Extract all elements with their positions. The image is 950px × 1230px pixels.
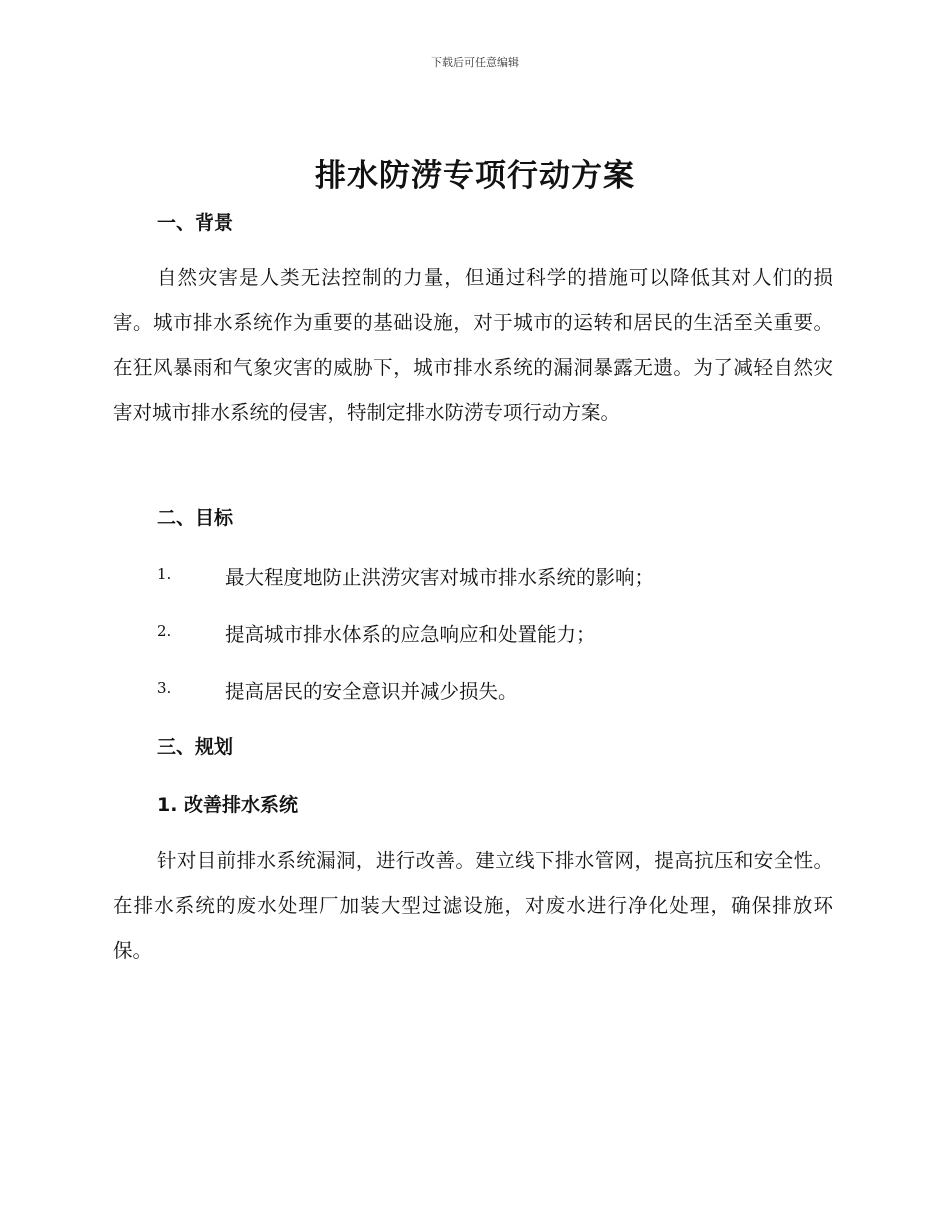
list-text: 提高城市排水体系的应急响应和处置能力； [225,623,596,646]
drainage-paragraph: 针对目前排水系统漏洞，进行改善。建立线下排水管网，提高抗压和安全性。在排水系统的废水处理厂加装大型过滤设施，对废水进行净化处理，确保排放环保。 [113,849,833,962]
section-heading-planning: 三、规划 [157,736,234,758]
subsection-heading-drainage: 1. 改善排水系统 [157,794,299,816]
document-title: 排水防涝专项行动方案 [315,158,635,194]
section-heading-background: 一、背景 [157,212,234,234]
list-number: 1. [157,565,172,583]
list-text: 最大程度地防止洪涝灾害对城市排水系统的影响； [225,566,655,589]
background-paragraph: 自然灾害是人类无法控制的力量，但通过科学的措施可以降低其对人们的损害。城市排水系统作为重要的基础设施，对于城市的运转和居民的生活至关重要。在狂风暴雨和气象灾害的威胁下，城市排水系统的漏洞暴露无遗。为了减轻自然灾害对城市排水系统的侵害，特制定排水防涝专项行动方案。 [113,266,833,424]
list-number: 3. [157,679,172,697]
section-heading-goals: 二、目标 [157,507,234,529]
header-note: 下载后可任意编辑 [431,56,519,69]
list-number: 2. [157,622,172,640]
list-text: 提高居民的安全意识并减少损失。 [225,680,518,703]
